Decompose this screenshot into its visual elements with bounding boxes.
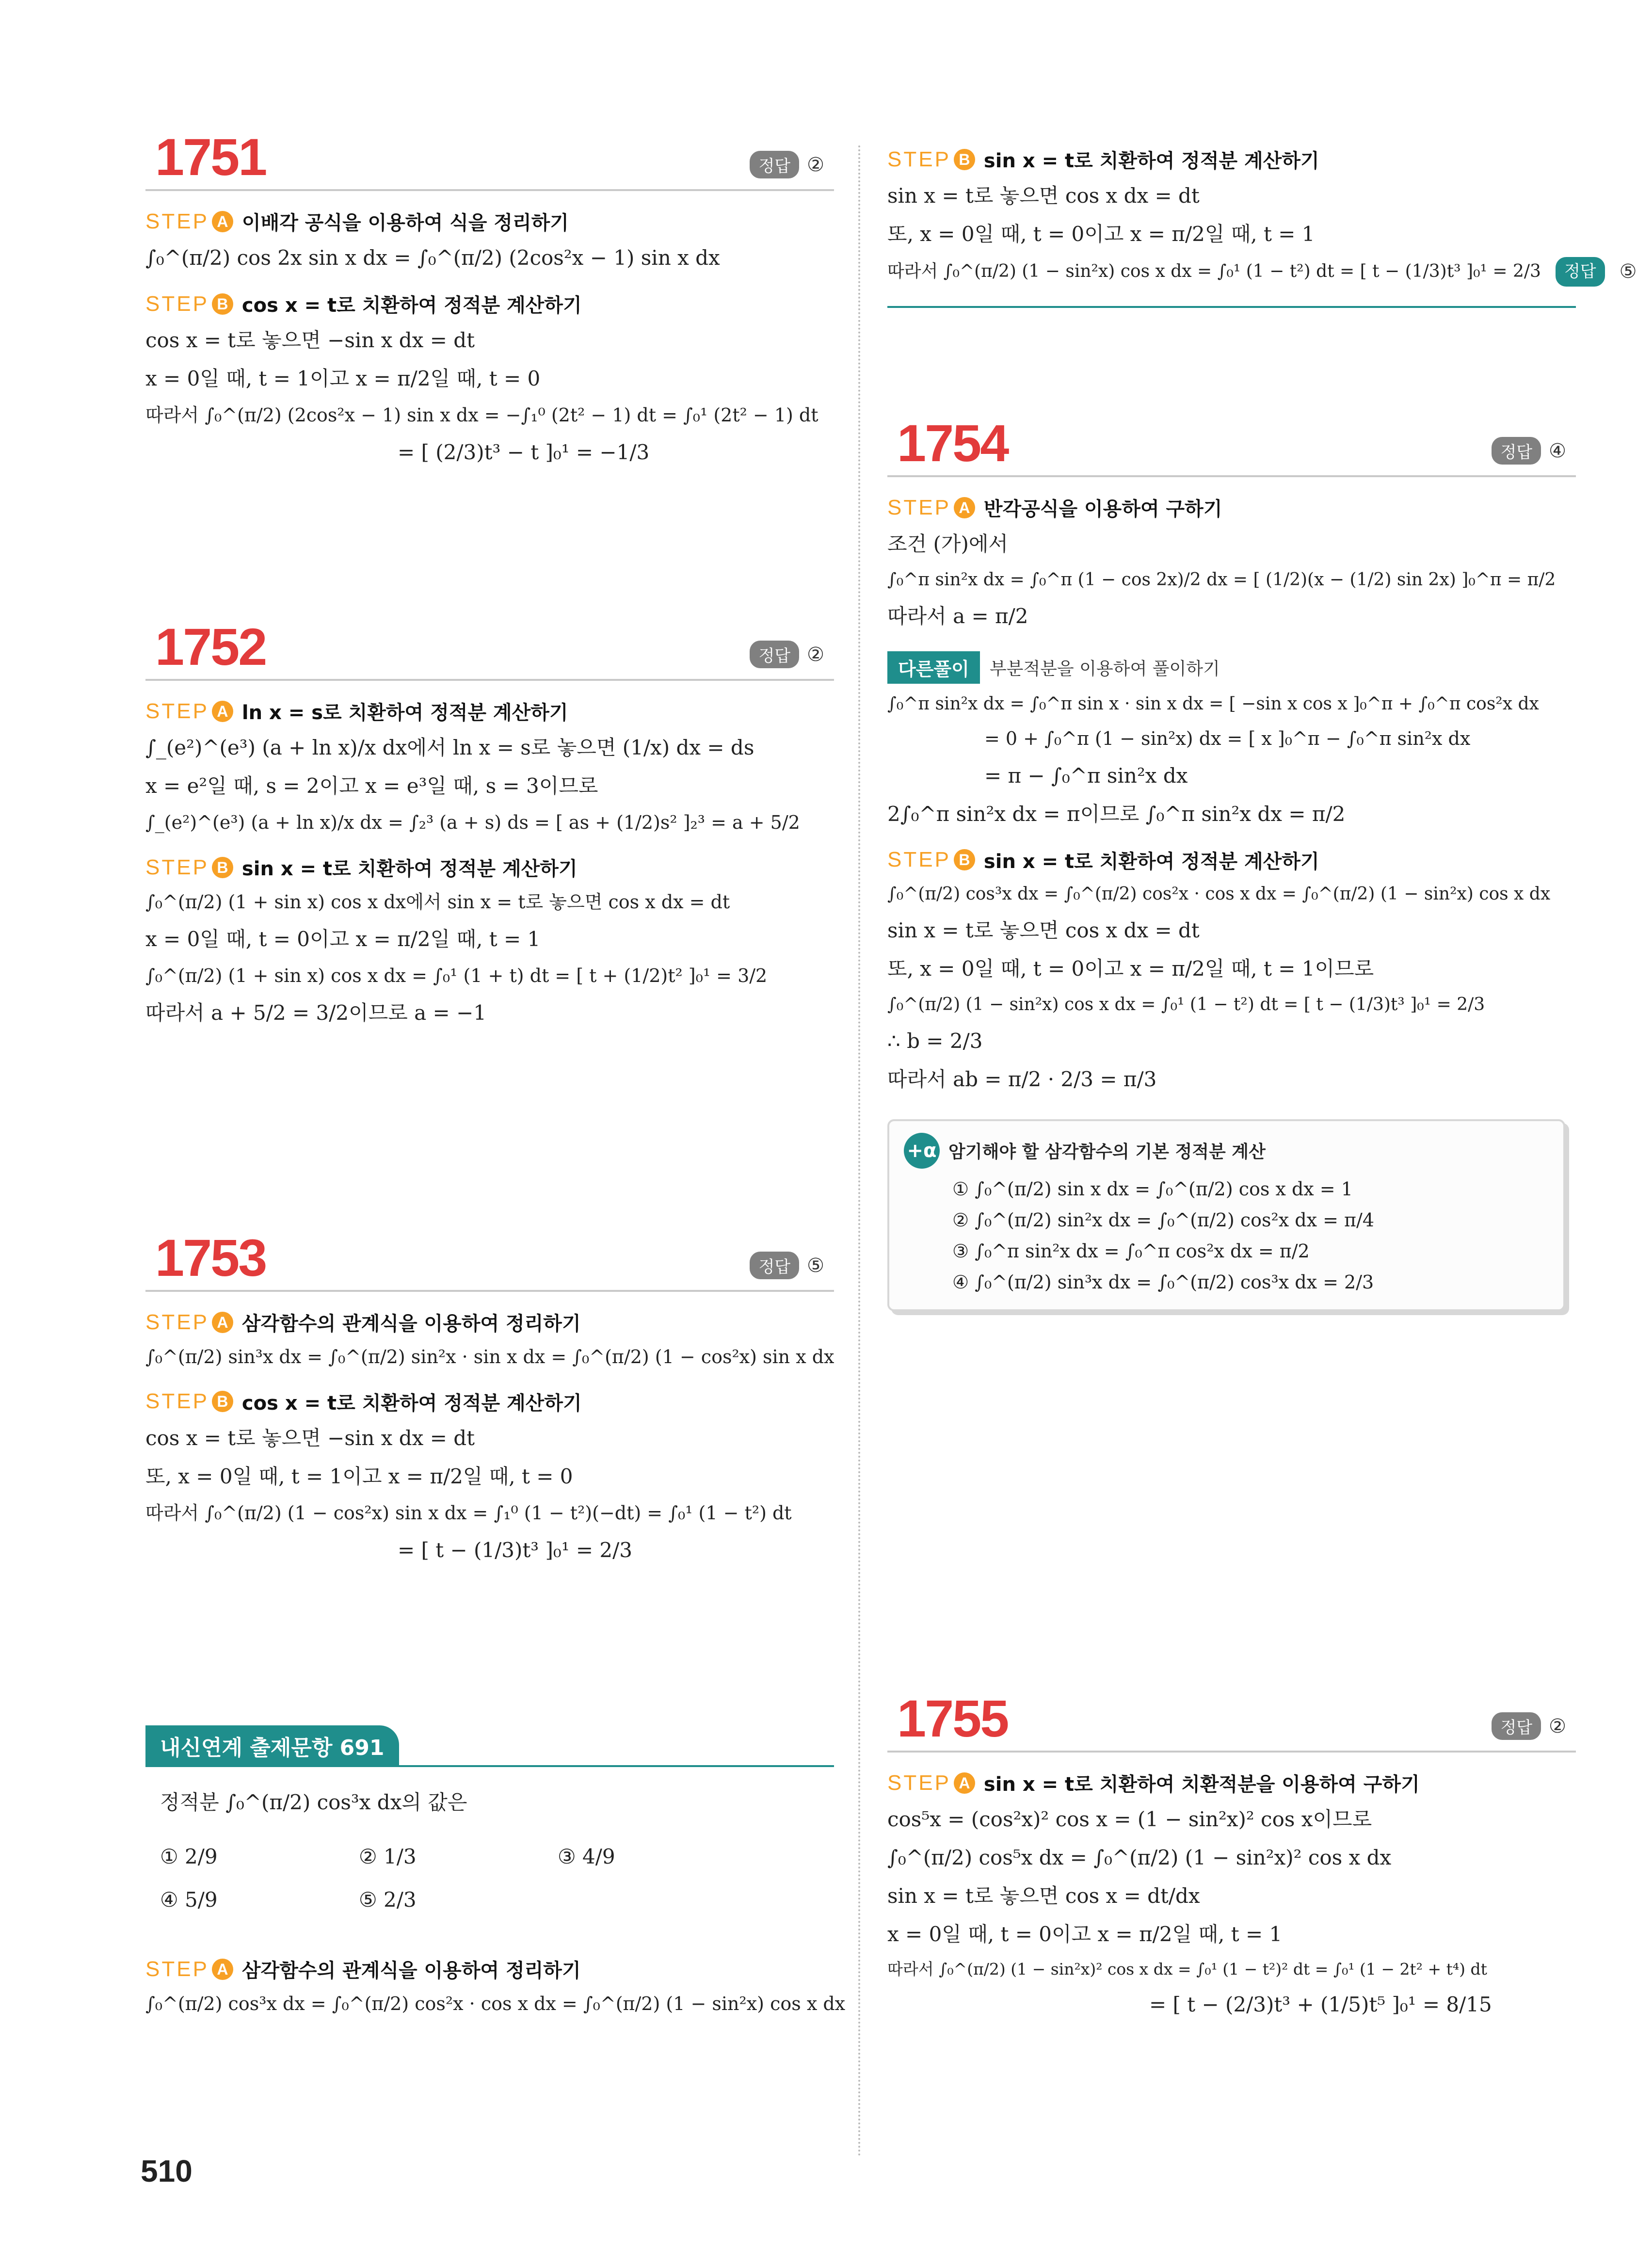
math-line: ∫₀^π sin²x dx = ∫₀^π (1 − cos 2x)/2 dx = [ (1/2)(x − (1/2) sin 2x) ]₀^π = π/2 xyxy=(887,570,1556,590)
answer-value: ⑤ xyxy=(1619,260,1637,283)
step-label: STEP B xyxy=(145,1389,233,1414)
step-letter-icon: A xyxy=(954,497,975,518)
problem-header xyxy=(145,1227,834,1292)
step-label: STEP B xyxy=(887,147,975,172)
problem-1755 xyxy=(887,1688,1576,2020)
tip-item: ① ∫₀^(π/2) sin x dx = ∫₀^(π/2) cos x dx = 1 xyxy=(952,1178,1353,1200)
answer-badge: 정답 xyxy=(1556,257,1605,287)
problem-1754 xyxy=(887,412,1576,1311)
step-letter-icon: A xyxy=(212,1312,233,1333)
choice-item[interactable]: ② 1/3 xyxy=(359,1845,417,1868)
answer-badge: 정답 xyxy=(1492,437,1541,465)
step-a xyxy=(145,1308,834,1336)
problem-number: 1752 xyxy=(155,617,266,676)
choice-item[interactable]: ③ 4/9 xyxy=(558,1845,615,1868)
plus-alpha-icon: +α xyxy=(904,1133,940,1169)
math-line: x = 0일 때, t = 0이고 x = π/2일 때, t = 1 xyxy=(145,927,541,951)
answer-value: ② xyxy=(807,643,824,666)
math-line: ∫₀^(π/2) cos⁵x dx = ∫₀^(π/2) (1 − sin²x)² cos x dx xyxy=(887,1846,1392,1870)
step-letter-icon: A xyxy=(212,211,233,232)
math-line: 따라서 ab = π/2 · 2/3 = π/3 xyxy=(887,1067,1157,1091)
step-title: sin x = t로 치환하여 정적분 계산하기 xyxy=(241,858,578,881)
step-title: 이배각 공식을 이용하여 식을 정리하기 xyxy=(241,212,569,234)
tip-item: ③ ∫₀^π sin²x dx = ∫₀^π cos²x dx = π/2 xyxy=(952,1240,1310,1262)
alt-title: 부분적분을 이용하여 풀이하기 xyxy=(989,659,1220,679)
problem-header xyxy=(887,1688,1576,1753)
math-line: cos x = t로 놓으면 −sin x dx = dt xyxy=(145,1426,475,1450)
math-line: 따라서 a + 5/2 = 3/2이므로 a = −1 xyxy=(145,1000,486,1025)
math-line: sin x = t로 놓으면 cos x = dt/dx xyxy=(887,1884,1200,1908)
step-letter-icon: A xyxy=(212,1959,233,1980)
math-line: = [ (2/3)t³ − t ]₀¹ = −1/3 xyxy=(398,440,650,465)
math-line: 또, x = 0일 때, t = 0이고 x = π/2일 때, t = 1이므로 xyxy=(887,956,1374,981)
answer-value: ⑤ xyxy=(807,1254,824,1277)
problem-1753 xyxy=(145,1227,834,1566)
step-letter-icon: A xyxy=(212,701,233,722)
math-line: = [ t − (2/3)t³ + (1/5)t⁵ ]₀¹ = 8/15 xyxy=(1149,1992,1492,2016)
math-line: ∫₀^(π/2) sin³x dx = ∫₀^(π/2) sin²x · sin x dx = ∫₀^(π/2) (1 − cos²x) sin x dx xyxy=(145,1346,835,1367)
answer xyxy=(750,641,824,668)
problem-number: 1751 xyxy=(155,128,266,186)
step-b xyxy=(887,846,1576,874)
math-line: ∫₀^(π/2) (1 + sin x) cos x dx에서 sin x = t로 놓으면 cos x dx = dt xyxy=(145,891,730,913)
step-a xyxy=(887,1769,1576,1797)
column-divider xyxy=(858,145,860,2158)
problem-header xyxy=(145,616,834,681)
math-line: ∫₀^(π/2) (1 − sin²x) cos x dx = ∫₀¹ (1 − t²) dt = [ t − (1/3)t³ ]₀¹ = 2/3 xyxy=(887,994,1485,1014)
problem-number: 1754 xyxy=(897,414,1008,472)
step-label: STEP B xyxy=(145,855,233,880)
math-line: ∫_(e²)^(e³) (a + ln x)/x dx = ∫₂³ (a + s) ds = [ as + (1/2)s² ]₂³ = a + 5/2 xyxy=(145,812,800,834)
step-title: ln x = s로 치환하여 정적분 계산하기 xyxy=(241,702,568,724)
answer-value: ② xyxy=(807,153,824,176)
alt-tag: 다른풀이 xyxy=(887,651,980,684)
alternative-solution-header xyxy=(887,651,1576,684)
step-title: sin x = t로 치환하여 정적분 계산하기 xyxy=(983,150,1319,172)
section-rule xyxy=(887,306,1576,308)
step-label: STEP A xyxy=(887,1771,975,1795)
math-line: sin x = t로 놓으면 cos x dx = dt xyxy=(887,184,1200,208)
answer-value: ④ xyxy=(1549,439,1566,462)
step-label: STEP A xyxy=(145,1310,233,1335)
math-line: 따라서 ∫₀^(π/2) (1 − cos²x) sin x dx = ∫₁⁰ (1 − t²)(−dt) = ∫₀¹ (1 − t²) dt xyxy=(145,1502,792,1524)
step-letter-icon: B xyxy=(954,849,975,870)
step-a xyxy=(145,208,834,235)
math-line: ∫₀^(π/2) (1 + sin x) cos x dx = ∫₀¹ (1 + t) dt = [ t + (1/2)t² ]₀¹ = 3/2 xyxy=(145,965,768,987)
math-line: ∫₀^(π/2) cos 2x sin x dx = ∫₀^(π/2) (2cos²x − 1) sin x dx xyxy=(145,246,720,270)
naesin-section xyxy=(145,1726,846,2018)
step-letter-icon: B xyxy=(212,293,233,315)
step-title: sin x = t로 치환하여 치환적분을 이용하여 구하기 xyxy=(983,1773,1420,1796)
problem-number: 1755 xyxy=(897,1689,1008,1748)
choice-item[interactable]: ① 2/9 xyxy=(160,1845,218,1868)
step-letter-icon: A xyxy=(954,1772,975,1794)
answer xyxy=(1492,437,1566,465)
tip-header xyxy=(904,1133,1549,1169)
step-title: sin x = t로 치환하여 정적분 계산하기 xyxy=(983,850,1319,873)
choice-item[interactable]: ⑤ 2/3 xyxy=(359,1888,417,1912)
math-line: 따라서 ∫₀^(π/2) (1 − sin²x)² cos x dx = ∫₀¹ (1 − t²)² dt = ∫₀¹ (1 − 2t² + t⁴) dt xyxy=(887,1960,1487,1979)
answer-badge: 정답 xyxy=(750,641,799,668)
step-title: cos x = t로 치환하여 정적분 계산하기 xyxy=(241,1392,582,1415)
step-label: STEP B xyxy=(145,292,233,316)
math-line: 조건 (가)에서 xyxy=(887,532,1008,556)
page-number: 510 xyxy=(141,2154,193,2188)
step-letter-icon: B xyxy=(954,149,975,170)
answer xyxy=(1492,1712,1566,1740)
tip-item: ② ∫₀^(π/2) sin²x dx = ∫₀^(π/2) cos²x dx = π/4 xyxy=(952,1209,1374,1231)
math-line: 또, x = 0일 때, t = 0이고 x = π/2일 때, t = 1 xyxy=(887,222,1315,246)
step-b xyxy=(145,1388,834,1415)
math-line: 따라서 ∫₀^(π/2) (2cos²x − 1) sin x dx = −∫₁⁰ (2t² − 1) dt = ∫₀¹ (2t² − 1) dt xyxy=(145,404,818,426)
math-line: 또, x = 0일 때, t = 1이고 x = π/2일 때, t = 0 xyxy=(145,1464,573,1488)
math-line: = π − ∫₀^π sin²x dx xyxy=(984,763,1188,788)
naesin-question: 정적분 ∫₀^(π/2) cos³x dx의 값은 xyxy=(160,1790,467,1814)
step-a xyxy=(145,1955,834,1983)
math-line: sin x = t로 놓으면 cos x dx = dt xyxy=(887,918,1200,942)
problem-header xyxy=(887,412,1576,477)
step-label: STEP A xyxy=(145,1957,233,1981)
step-label: STEP B xyxy=(887,848,975,872)
answer-value: ② xyxy=(1549,1715,1566,1737)
math-line: ∫₀^π sin²x dx = ∫₀^π sin x · sin x dx = [ −sin x cos x ]₀^π + ∫₀^π cos²x dx xyxy=(887,693,1539,714)
math-line: x = 0일 때, t = 0이고 x = π/2일 때, t = 1 xyxy=(887,1922,1283,1946)
choice-list xyxy=(160,1845,834,1912)
step-b xyxy=(887,145,1576,173)
step-b xyxy=(145,290,834,318)
step-a xyxy=(887,494,1576,521)
math-line: cos⁵x = (cos²x)² cos x = (1 − sin²x)² cos x이므로 xyxy=(887,1807,1372,1831)
math-line: 따라서 a = π/2 xyxy=(887,604,1028,628)
naesin-tag: 내신연계 출제문항 691 xyxy=(145,1725,399,1766)
math-line: cos x = t로 놓으면 −sin x dx = dt xyxy=(145,328,475,353)
tip-item: ④ ∫₀^(π/2) sin³x dx = ∫₀^(π/2) cos³x dx = 2/3 xyxy=(952,1271,1374,1293)
step-label: STEP A xyxy=(145,209,233,234)
math-line: 2∫₀^π sin²x dx = π이므로 ∫₀^π sin²x dx = π/2 xyxy=(887,802,1346,826)
math-line: 따라서 ∫₀^(π/2) (1 − sin²x) cos x dx = ∫₀¹ (1 − t²) dt = [ t − (1/3)t³ ]₀¹ = 2/3 정답 ⑤ xyxy=(887,257,1576,287)
step-b xyxy=(145,853,834,881)
step-letter-icon: B xyxy=(212,857,233,878)
step-label: STEP A xyxy=(887,496,975,520)
step-title: cos x = t로 치환하여 정적분 계산하기 xyxy=(241,294,582,317)
answer xyxy=(750,151,824,178)
problem-1753-continued xyxy=(887,145,1637,308)
problem-1752 xyxy=(145,616,834,1029)
math-line: = [ t − (1/3)t³ ]₀¹ = 2/3 xyxy=(398,1538,633,1562)
step-title: 삼각함수의 관계식을 이용하여 정리하기 xyxy=(241,1313,581,1335)
naesin-header xyxy=(145,1726,834,1767)
step-title: 반각공식을 이용하여 구하기 xyxy=(983,498,1222,520)
math-line: ∴ b = 2/3 xyxy=(887,1029,983,1053)
choice-item[interactable]: ④ 5/9 xyxy=(160,1888,218,1912)
math-line: ∫₀^(π/2) cos³x dx = ∫₀^(π/2) cos²x · cos x dx = ∫₀^(π/2) (1 − sin²x) cos x dx xyxy=(887,884,1551,904)
answer-badge: 정답 xyxy=(1492,1712,1541,1740)
step-letter-icon: B xyxy=(212,1391,233,1412)
tip-title: 암기해야 할 삼각함수의 기본 정적분 계산 xyxy=(948,1142,1266,1162)
answer-badge: 정답 xyxy=(750,151,799,178)
problem-number: 1753 xyxy=(155,1228,266,1287)
math-line: x = 0일 때, t = 1이고 x = π/2일 때, t = 0 xyxy=(145,367,541,391)
math-line: = 0 + ∫₀^π (1 − sin²x) dx = [ x ]₀^π − ∫₀^π sin²x dx xyxy=(984,727,1471,749)
step-label: STEP A xyxy=(145,699,233,724)
problem-header xyxy=(145,126,834,191)
problem-1751 xyxy=(145,126,834,468)
answer-badge: 정답 xyxy=(750,1252,799,1279)
math-line: x = e²일 때, s = 2이고 x = e³일 때, s = 3이므로 xyxy=(145,774,598,798)
tip-box xyxy=(887,1119,1565,1311)
step-a xyxy=(145,697,834,725)
math-line: ∫_(e²)^(e³) (a + ln x)/x dx에서 ln x = s로 놓으면 (1/x) dx = ds xyxy=(145,736,754,759)
step-title: 삼각함수의 관계식을 이용하여 정리하기 xyxy=(241,1960,581,1982)
math-line: ∫₀^(π/2) cos³x dx = ∫₀^(π/2) cos²x · cos x dx = ∫₀^(π/2) (1 − sin²x) cos x dx xyxy=(145,1993,846,2014)
answer xyxy=(750,1252,824,1279)
